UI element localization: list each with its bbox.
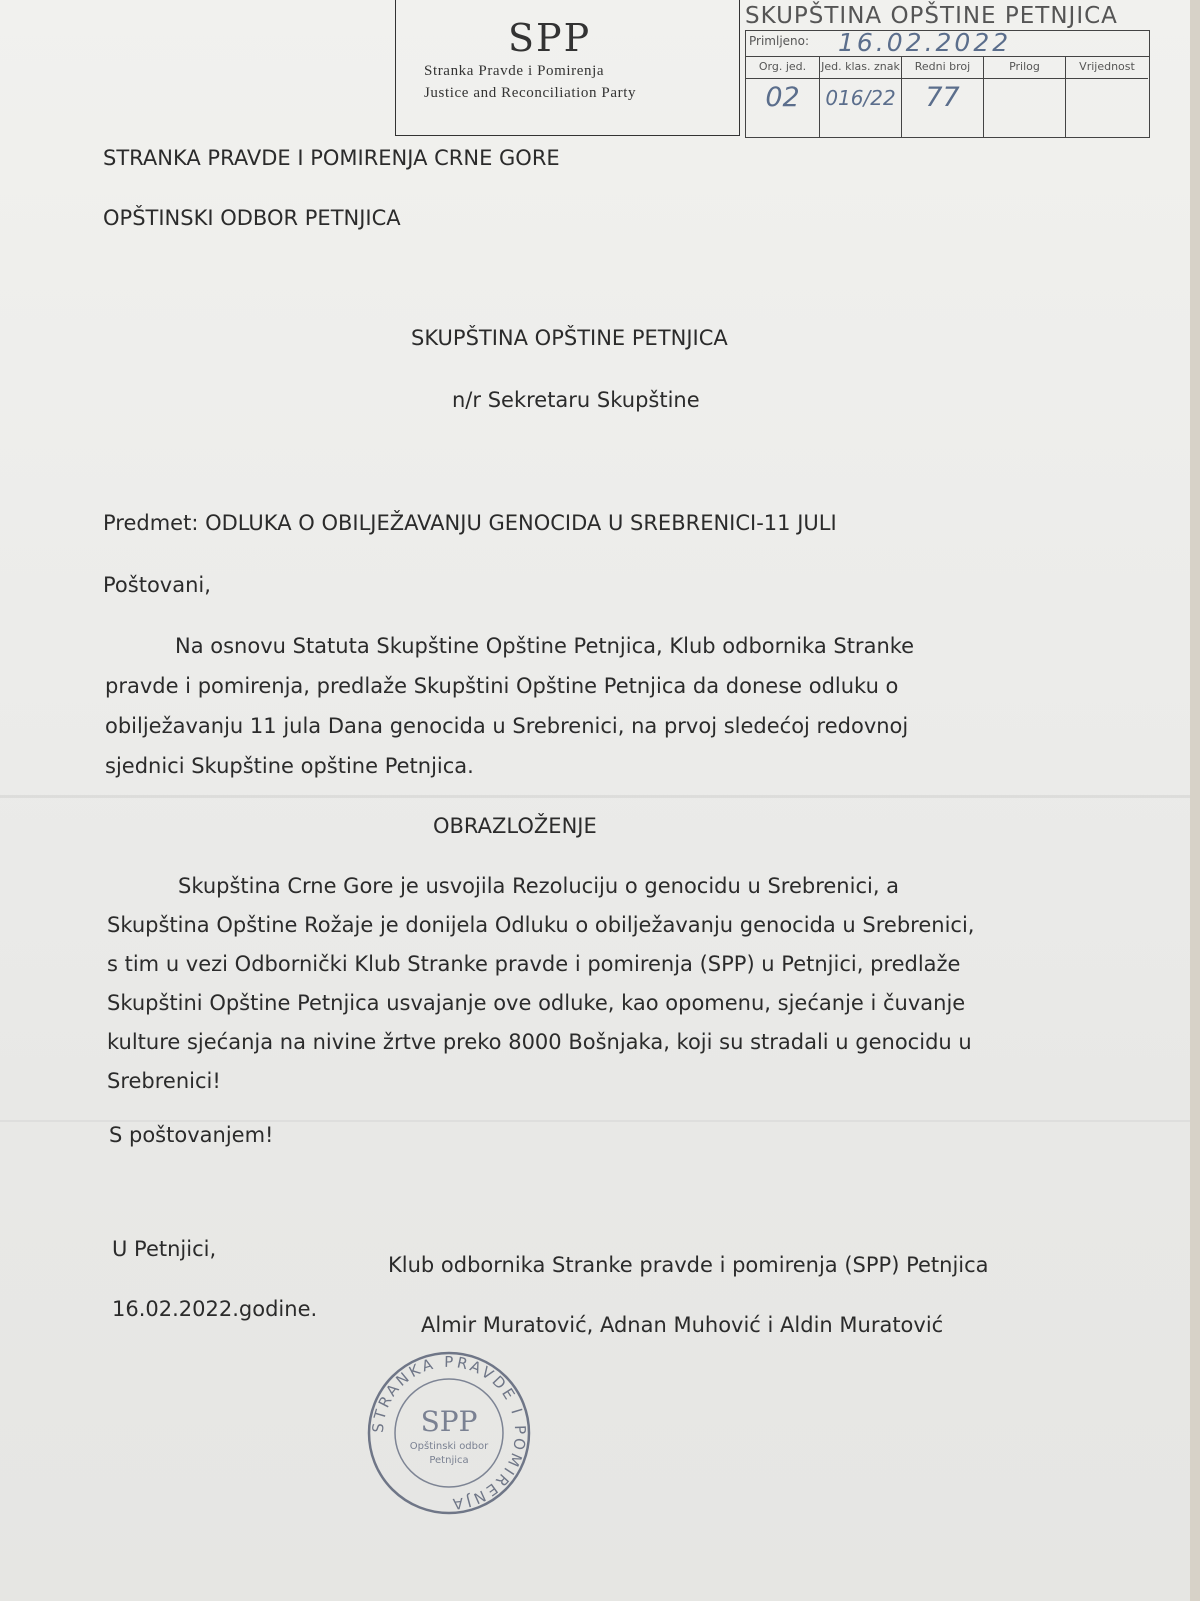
rationale-line: s tim u vezi Odbornički Klub Stranke pravde i pomirenja (SPP) u Petnjici, predlaže xyxy=(107,952,961,976)
signatory-org: Klub odbornika Stranke pravde i pomirenja (SPP) Petnjica xyxy=(388,1253,989,1277)
seal-inner-text: Petnjica xyxy=(429,1455,469,1466)
rationale-heading: OBRAZLOŽENJE xyxy=(433,814,597,838)
place: U Petnjici, xyxy=(112,1237,217,1261)
registry-column xyxy=(819,56,901,137)
registry-column xyxy=(746,56,819,137)
registry-column-label: Jed. klas. znak xyxy=(820,56,901,79)
party-name-english: Justice and Reconciliation Party xyxy=(424,85,637,101)
party-name-local: Stranka Pravde i Pomirenja xyxy=(424,63,605,79)
seal-inner-text: Opštinski odbor xyxy=(409,1441,489,1452)
body-line: obilježavanju 11 jula Dana genocida u Srebrenici, na prvoj sledećoj redovnoj xyxy=(105,714,909,738)
rationale-line: Srebrenici! xyxy=(107,1069,221,1093)
sender-line: OPŠTINSKI ODBOR PETNJICA xyxy=(103,206,401,230)
party-logo: SPP xyxy=(508,16,592,60)
registry-column xyxy=(901,56,983,137)
registry-column-value: 016/22 xyxy=(825,86,896,110)
sender-line: STRANKA PRAVDE I POMIRENJA CRNE GORE xyxy=(103,146,560,170)
paper-fold xyxy=(0,1120,1190,1122)
rationale-line: kulture sjećanja na nivine žrtve preko 8000 Bošnjaka, koji su stradali u genocidu u xyxy=(107,1030,972,1054)
body-line: pravde i pomirenja, predlaže Skupštini Opštine Petnjica da donese odluku o xyxy=(105,674,899,698)
registry-column-label: Vrijednost xyxy=(1066,56,1148,79)
registry-stamp-table xyxy=(745,30,1150,138)
rationale-line: Skupština Opštine Rožaje je donijela Odluku o obilježavanju genocida u Srebrenici, xyxy=(107,913,975,937)
body-line: Na osnovu Statuta Skupštine Opštine Petnjica, Klub odbornika Stranke xyxy=(175,634,915,658)
registry-column xyxy=(983,56,1065,137)
registry-column-label: Redni broj xyxy=(902,56,983,79)
seal-outer-text: STRANKA PRAVDE I POMIRENJA xyxy=(368,1352,530,1514)
registry-column-label: Org. jed. xyxy=(746,56,819,79)
registry-column-value: 02 xyxy=(765,82,800,113)
registry-column-label: Prilog xyxy=(984,56,1065,79)
subject-line: Predmet: ODLUKA O OBILJEŽAVANJU GENOCIDA U SREBRENICI-11 JULI xyxy=(103,511,837,535)
date: 16.02.2022.godine. xyxy=(112,1297,318,1321)
registry-column-value: 77 xyxy=(925,82,960,113)
received-label: Primljeno: xyxy=(749,34,810,48)
received-date: 16.02.2022 xyxy=(838,28,1012,57)
closing: S poštovanjem! xyxy=(109,1123,274,1147)
recipient-line: n/r Sekretaru Skupštine xyxy=(452,388,700,412)
recipient-line: SKUPŠTINA OPŠTINE PETNJICA xyxy=(411,326,728,350)
paper-fold xyxy=(0,795,1190,798)
registry-stamp-title: SKUPŠTINA OPŠTINE PETNJICA xyxy=(745,3,1118,29)
rationale-line: Skupštini Opštine Petnjica usvajanje ove odluke, kao opomenu, sjećanje i čuvanje xyxy=(107,991,966,1015)
signatories: Almir Muratović, Adnan Muhović i Aldin Muratović xyxy=(421,1313,944,1337)
registry-column xyxy=(1065,56,1148,137)
party-seal-icon xyxy=(365,1349,533,1517)
letterhead-box xyxy=(395,0,740,136)
rationale-line: Skupština Crne Gore je usvojila Rezoluciju o genocidu u Srebrenici, a xyxy=(178,874,900,898)
salutation: Poštovani, xyxy=(103,573,211,597)
body-line: sjednici Skupštine opštine Petnjica. xyxy=(105,754,474,778)
seal-center-text: SPP xyxy=(420,1405,478,1438)
received-row xyxy=(746,28,1149,57)
